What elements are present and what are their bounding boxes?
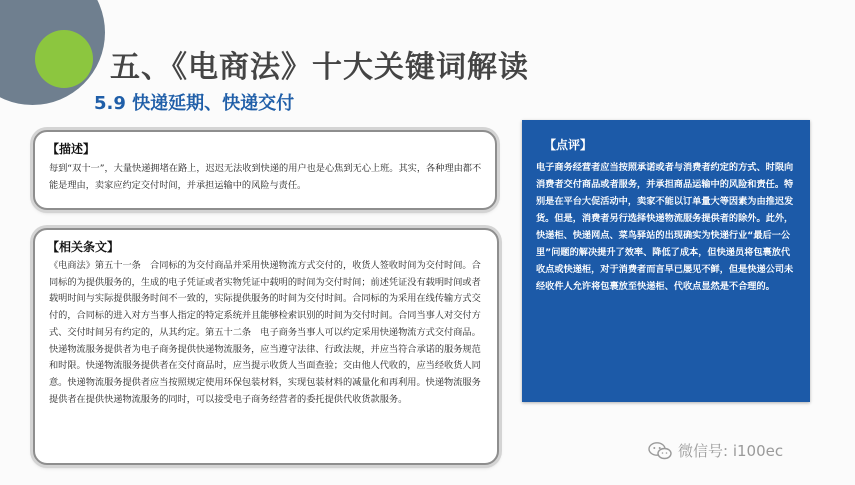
description-text: 每到“双十一”，大量快递拥堵在路上，迟迟无法收到快递的用户也是心焦到无心上班。其实，各种理由都不能是理由，卖家应约定交付时间，并承担运输中的风险与责任。 [49,163,482,191]
comment-heading: 【点评】 [544,138,593,152]
slide-title: 五、《电商法》十大关键词解读 [110,50,529,85]
slide-subtitle: 5.9 快递延期、快递交付 [94,93,295,114]
comment-panel [522,120,810,402]
wechat-icon [648,442,672,460]
description-heading: 【描述】 [47,142,96,156]
comment-text: 电子商务经营者应当按照承诺或者与消费者约定的方式、时限向消费者交付商品或者服务，并承担商品运输中的风险和责任。特别是在平台大促活动中，卖家不能以订单量大等因素为由推迟发货。但是，消费者另行选择快递物流服务提供者的除外。此外，快递柜、快递网点、菜鸟驿站的出现确实为快递行业“最后一公里”问题的解决提升了效率、降低了成本，但快递员将包裹放代收点或快递柜，对于消费者而言早已屡见不鲜，但是快递公司未经收件人允许将包裹放至快递柜、代收点显然是不合理的。 [536,162,794,292]
wechat-watermark [648,440,783,461]
law-articles-box [33,228,499,465]
law-articles-heading: 【相关条文】 [47,240,120,254]
watermark-text: 微信号: i100ec [678,442,784,460]
decorative-circle-green [35,30,93,88]
law-articles-text: 《电商法》第五十一条 合同标的为交付商品并采用快递物流方式交付的，收货人签收时间为交付时间。合同标的为提供服务的，生成的电子凭证或者实物凭证中载明的时间为交付时间；前述凭证没有载明时间或者载明时间与实际提供服务时间不一致的，实际提供服务的时间为交付时间。合同标的为采用在线传输方式交付的，合同标的进入对方当事人指定的特定系统并且能够检索识别的时间为交付时间。合同当事人对交付方式、交付时间另有约定的，从其约定。第五十二条 电子商务当事人可以约定采用快递物流方式交付商品。快递物流服务提供者为电子商务提供快递物流服务，应当遵守法律、行政法规，并应当符合承诺的服务规范和时限。快递物流服务提供者在交付商品时，应当提示收货人当面查验；交由他人代收的，应当经收货人同意。快递物流服务提供者应当按照规定使用环保包装材料，实现包装材料的减量化和再利用。快递物流服务提供者在提供快递物流服务的同时，可以接受电子商务经营者的委托提供代收货款服务。 [49,260,481,405]
description-box [33,130,497,210]
